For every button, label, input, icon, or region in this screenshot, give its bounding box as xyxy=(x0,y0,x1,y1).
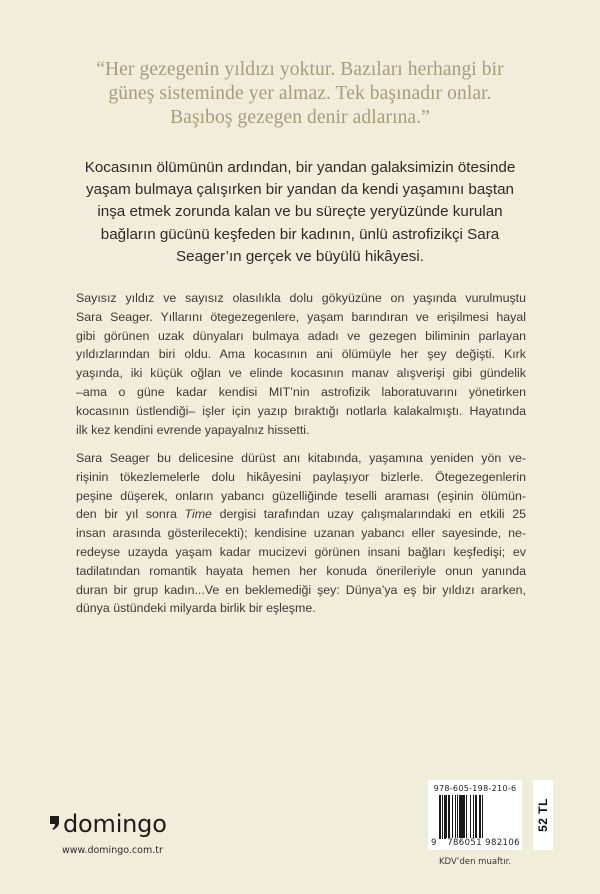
barcode-bars xyxy=(439,795,516,839)
paragraph-line: –ama o güne kadar kendisi MIT’nin astrofizik laboratuvarını yönetirken xyxy=(76,384,526,399)
publisher-url: www.domingo.com.tr xyxy=(62,845,163,856)
blurb-line: bağların gücünü keşfeden bir kadının, ünlü astrofizikçi Sara xyxy=(100,225,500,243)
paragraph-line: tadilatından romantik hayata hemen her konuda önerileriyle onun yanında xyxy=(76,563,526,578)
epigraph-quote xyxy=(40,58,560,130)
paragraph-line: yaşında, iki küçük oğlan ve elinde kocasının manav alışverişi gibi gündelik xyxy=(76,366,526,381)
paragraph-line: Sayısız yıldız ve sayısız olasılıkla dolu gökyüzüne on yaşında vurulmuştu xyxy=(76,291,526,305)
paragraph-line: ilk kez kendini evrende yapayalnız hissetti. xyxy=(76,422,310,437)
magazine-title-italic: Time xyxy=(184,507,212,522)
blurb-line: yaşam bulmaya çalışırken bir yandan da kendi yaşamını baştan xyxy=(85,181,514,199)
publisher-name: domingo xyxy=(63,810,167,838)
paragraph-line: duran bir grup kadın...Ve en beklemediği şey: Dünya’ya eş bir yıldızı ararken, xyxy=(76,582,526,597)
paragraph-line: yıldızlarından biri oldu. Ama kocasının ani ölümüyle her şey değişti. Kırk xyxy=(76,347,526,362)
summary-blurb xyxy=(60,157,540,268)
paragraph-line: insan arasında gösterilecekti); kendisine uzanan yabancı eller sayesinde, ne- xyxy=(76,526,526,541)
description-paragraph-2 xyxy=(76,449,526,618)
paragraph-line-with-italic xyxy=(76,505,526,524)
quote-line: “Her gezegenin yıldızı yoktur. Bazıları herhangi bir xyxy=(96,59,504,80)
paragraph-line: peşine düşerek, onların yabancı güzelliğinde teselli araması (eşinin ölümün- xyxy=(76,488,526,503)
paragraph-line: rişinin tökezlemelerle dolu hikâyesini paylaşıyor bizlerle. Ötegezegenlerin xyxy=(76,469,526,484)
description-paragraph-1 xyxy=(76,289,526,439)
tax-exempt-note: KDV’den muaftır. xyxy=(438,857,512,867)
blurb-line: Seager’ın gerçek ve büyülü hikâyesi. xyxy=(176,247,424,265)
paragraph-line: dünya üstündeki milyarda birlik bir eşleşme. xyxy=(76,601,316,616)
price-text: 52 TL xyxy=(536,798,550,832)
barcode-digits-rest: 786051 982106 xyxy=(447,838,520,848)
quote-line: Başıboş gezegen denir adlarına.” xyxy=(170,107,430,128)
price-label xyxy=(533,780,553,850)
paragraph-line: redeyse uzayda yaşam kadar mucizevi görünen insani bağları keşfedişi; ev xyxy=(76,544,526,559)
isbn-barcode xyxy=(428,780,522,850)
line-suffix: dergisi tarafından uzay çalışmalarındaki en etkili 25 xyxy=(219,507,526,522)
publisher-logo xyxy=(50,812,167,836)
barcode-digits xyxy=(431,838,521,848)
paragraph-line: gibi görünen uzak dünyaları bulmaya adadı ve gezegen biliminin parlayan xyxy=(76,328,526,343)
paragraph-line: Sara Seager. Yıllarını ötegezegenlere, yaşam barındıran ve erişilmesi hayal xyxy=(76,309,526,324)
domingo-quote-mark-icon xyxy=(50,816,60,830)
blurb-line: Kocasının ölümünün ardından, bir yandan galaksimizin ötesinde xyxy=(84,159,516,176)
paragraph-line: kocasının üstlendiği– işler için yazıp bıraktığı notlarla kalakalmıştı. Hayatında xyxy=(76,403,526,418)
isbn-number: 978-605-198-210-6 xyxy=(433,784,517,793)
line-prefix: den bir yıl sonra xyxy=(76,507,177,522)
blurb-line: inşa etmek zorunda kalan ve bu süreçte yeryüzünde kurulan xyxy=(97,203,503,221)
quote-line: güneş sisteminde yer almaz. Tek başınadır onlar. xyxy=(108,83,492,104)
barcode-digit-first: 9 xyxy=(431,838,437,848)
paragraph-line: Sara Seager bu delicesine dürüst anı kitabında, yaşamına yeniden yön ve- xyxy=(76,451,526,465)
